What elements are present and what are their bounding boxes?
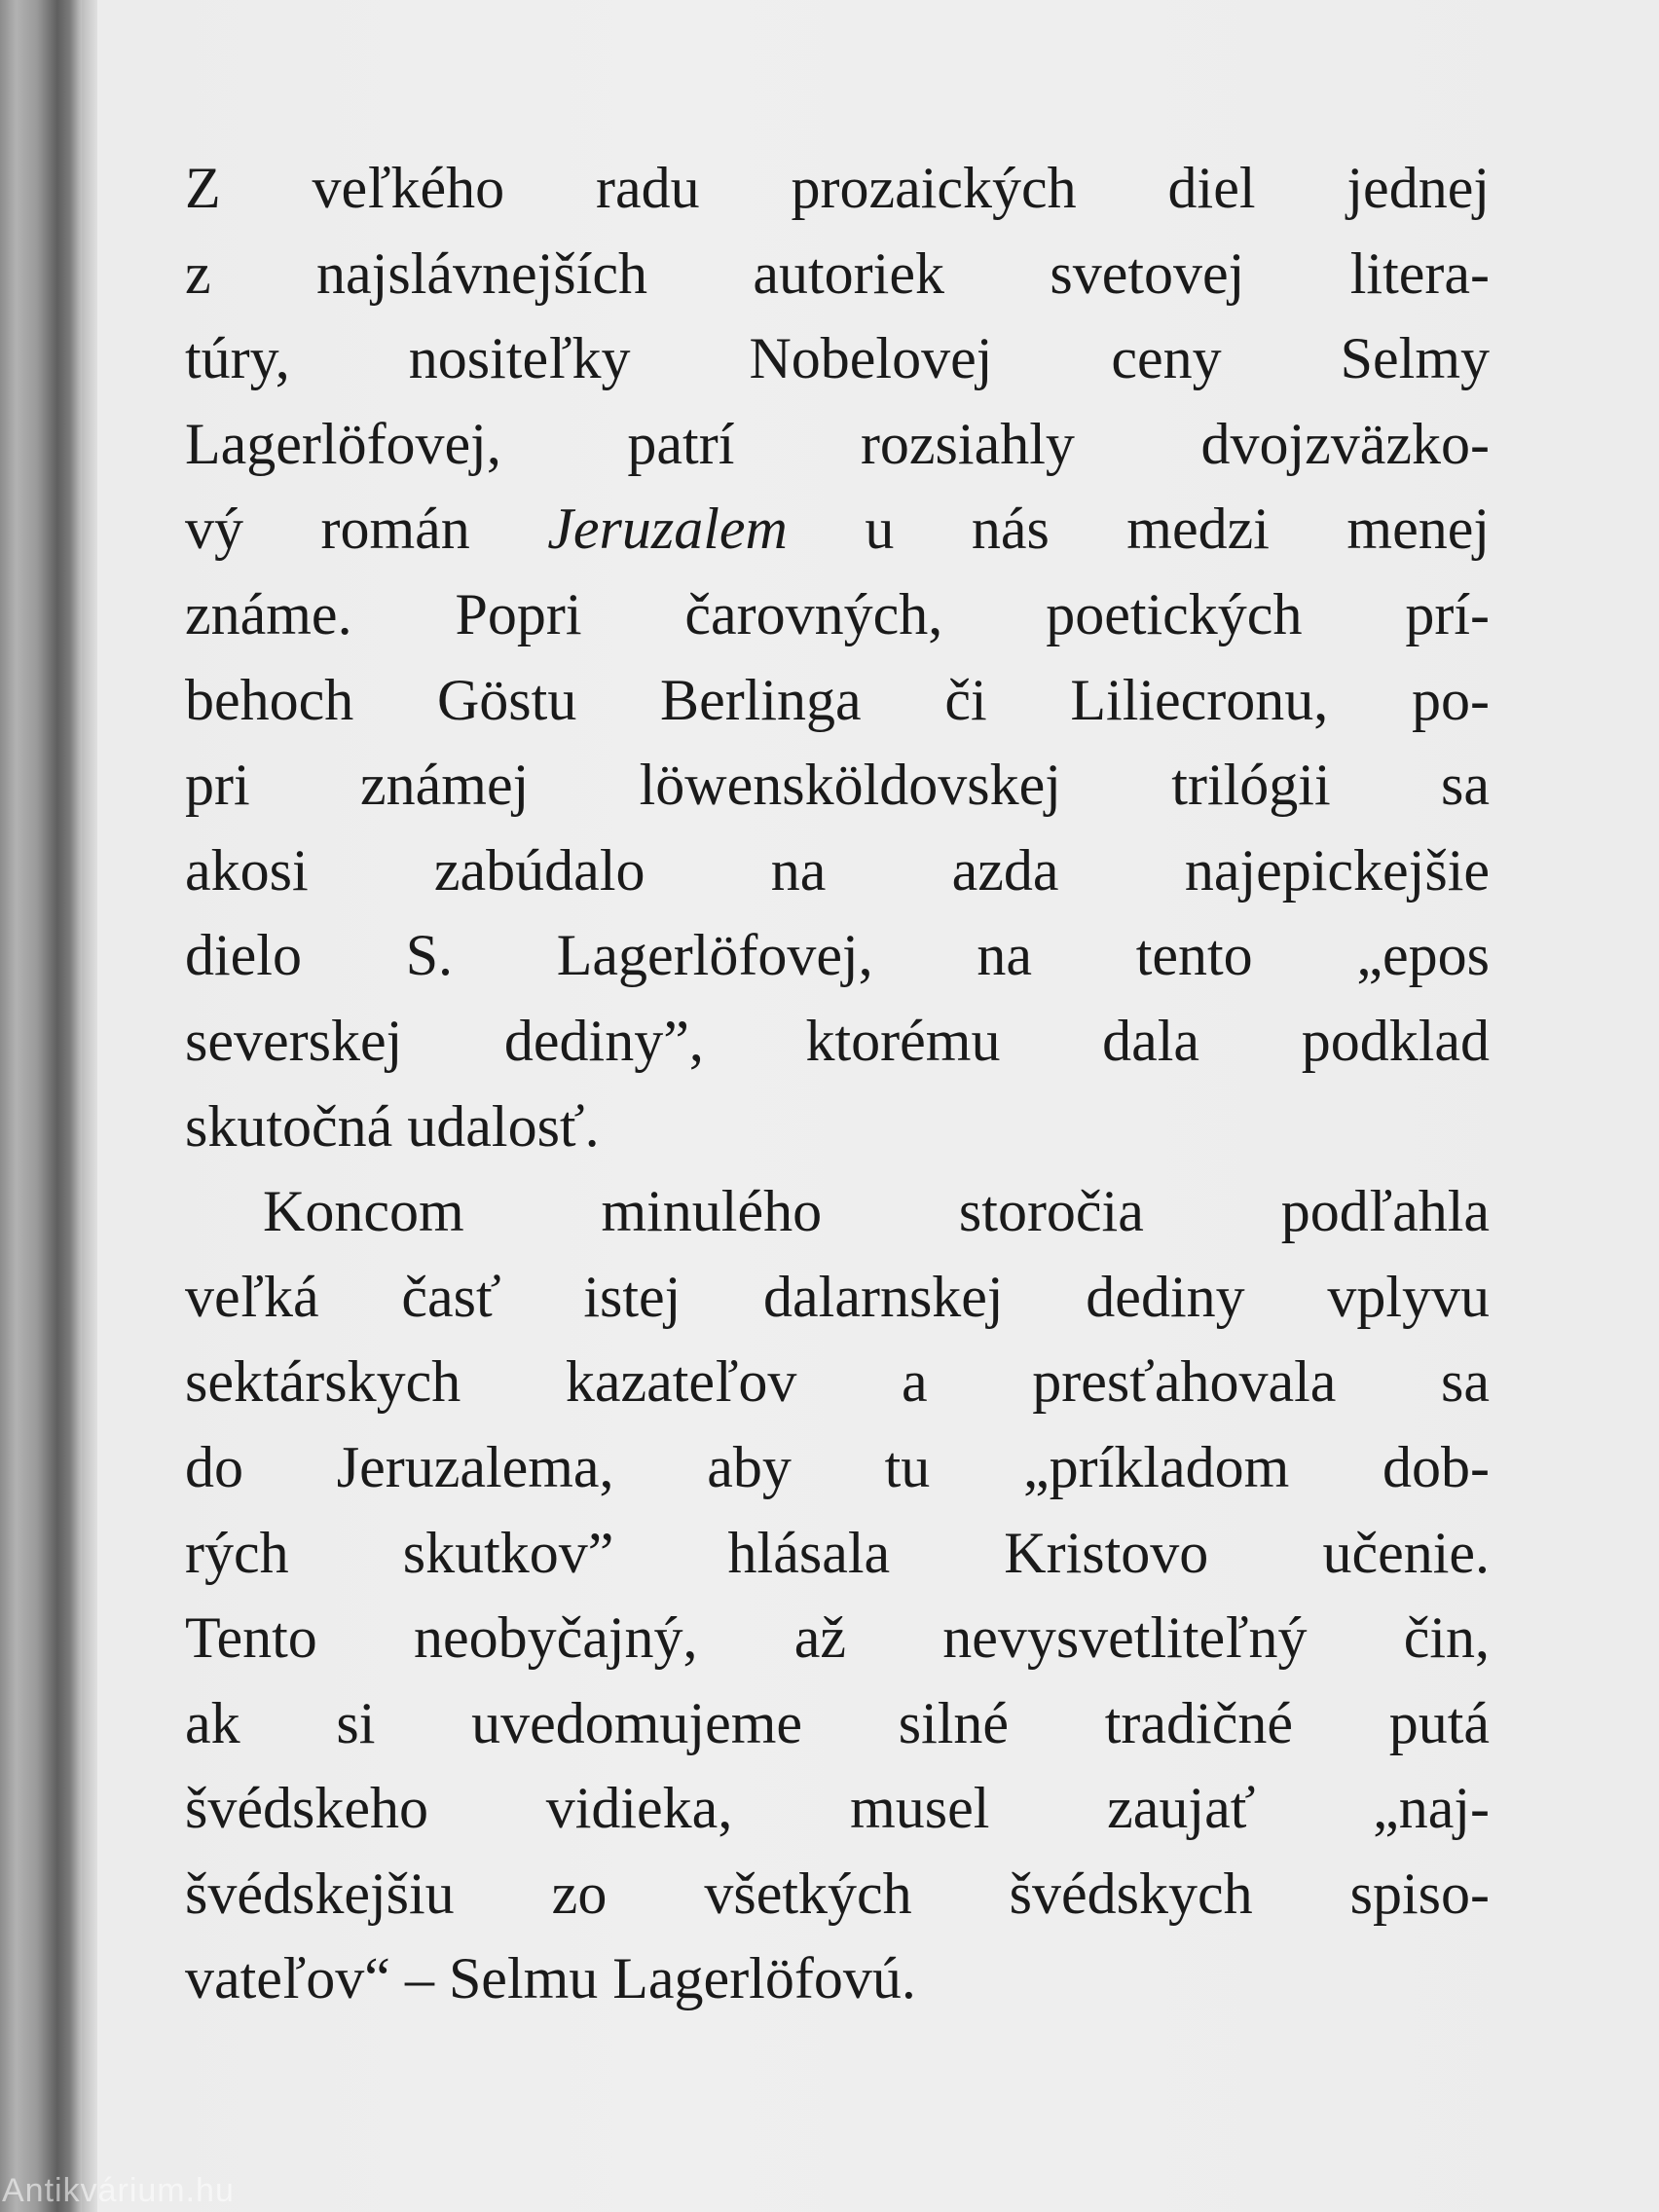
text-line: Tento neobyčajný, až nevysvetliteľný čin, [185, 1605, 1490, 1671]
text-line: ak si uvedomujeme silné tradičné putá [185, 1690, 1490, 1755]
text-line: sektárskych kazateľov a presťahovala sa [185, 1349, 1490, 1415]
book-title-jeruzalem: Jeruzalem [547, 497, 788, 562]
page-gutter [82, 0, 97, 2212]
text-line: švédskejšiu zo všetkých švédskych spiso- [185, 1861, 1490, 1926]
text-line: Z veľkého radu prozaických diel jednej [185, 156, 1490, 220]
text-line: túry, nositeľky Nobelovej ceny Selmy [185, 326, 1490, 391]
paragraph-2 [185, 1169, 1490, 2022]
text-line: skutočná udalosť. [185, 1093, 600, 1159]
text-line: z najslávnejších autoriek svetovej litera- [185, 240, 1490, 306]
watermark: Antikvárium.hu [2, 2172, 235, 2209]
text-line: rých skutkov” hlásala Kristovo učenie. [185, 1520, 1490, 1585]
paragraph-1 [185, 146, 1490, 1169]
text-line: Koncom minulého storočia podľahla [263, 1179, 1490, 1244]
text-line: severskej dediny”, ktorému dala podklad [185, 1008, 1490, 1073]
text-line: Lagerlöfovej, patrí rozsiahly dvojzväzko- [185, 411, 1490, 476]
text-line: známe. Popri čarovných, poetických prí- [185, 581, 1490, 646]
text-line: veľká časť istej dalarnskej dediny vplyvu [185, 1264, 1490, 1329]
text-line: behoch Göstu Berlinga či Liliecronu, po- [185, 667, 1490, 732]
text-fragment: vý román [185, 497, 548, 562]
text-line-with-title [185, 487, 1490, 572]
text-line: dielo S. Lagerlöfovej, na tento „epos [185, 923, 1490, 988]
body-text [185, 146, 1490, 2022]
text-line: akosi zabúdalo na azda najepickejšie [185, 837, 1490, 903]
text-fragment: u nás medzi menej [787, 497, 1491, 562]
book-spine [0, 0, 82, 2212]
text-line: švédskeho vidieka, musel zaujať „naj- [185, 1776, 1490, 1841]
text-line: do Jeruzalema, aby tu „príkladom dob- [185, 1434, 1490, 1499]
text-line: pri známej löwensköldovskej trilógii sa [185, 753, 1490, 818]
text-line: vateľov“ – Selmu Lagerlöfovú. [185, 1946, 916, 2011]
